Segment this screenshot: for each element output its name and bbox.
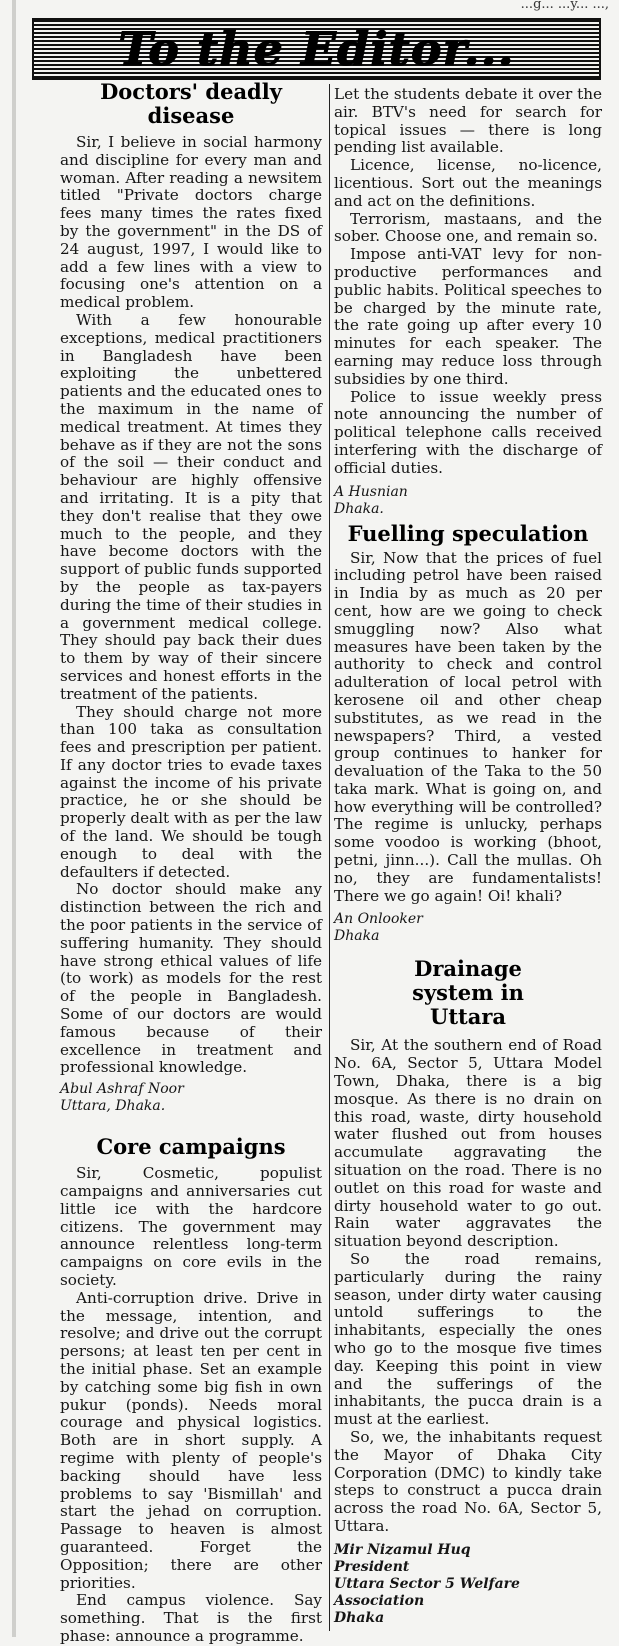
section-banner [32, 18, 601, 80]
signature-name: An Onlooker [334, 911, 423, 928]
signature-name: Mir Nizamul Huq [334, 1541, 471, 1558]
letter-paragraph: Impose anti-VAT levy for non-productive performances and public habits. Political speeches to be charged by the minute rate, the rate going up after every 10 minutes for each speaker. The earning may reduce loss through subsidies by one third. [334, 245, 602, 388]
letter-paragraph: Sir, I believe in social harmony and discipline for every man and woman. After reading a newsitem titled "Private doctors charge fees many times the rates fixed by the government" in the DS of 24 august, 1997, I would like to add a few lines with a view to focusing one's attention on a medical problem. [60, 133, 322, 312]
letter-paragraph: No doctor should make any distinction between the rich and the poor patients in the service of suffering humanity. They should have strong ethical values of life (to work) as models for the rest of the people in Bangladesh. Some of our doctors are would famous because of their excellence in treatment and professional knowledge. [60, 880, 322, 1077]
letter-paragraph: Licence, license, no-licence, licentious. Sort out the meanings and act on the definitions. [334, 156, 602, 210]
signature-name: A Husnian [334, 483, 408, 500]
letter-paragraph: So the road remains, particularly during the rainy season, under dirty water causing untold sufferings to the inhabitants, especially the ones who go to the mosque five times day. Keeping this point in view and the sufferings of the inhabitants, the pucca drain is a must at the earliest. [334, 1250, 602, 1429]
letter-signature [60, 1081, 322, 1115]
letter-paragraph: They should charge not more than 100 taka as consultation fees and prescription per patient. If any doctor tries to evade taxes against the income of his private practice, he or she should be properly dealt with as per the law of the land. We should be tough enough to deal with the defaulters if detected. [60, 702, 322, 881]
signature-place: Dhaka [334, 928, 380, 945]
letter-paragraph: With a few honourable exceptions, medical practitioners in Bangladesh have been exploiting the unbettered patients and the educated ones to the maximum in the name of medical treatment. At times they behave as if they are not the sons of the soil — their conduct and behaviour are highly offensive and irritating. It is a pity that they don't realise that they owe much to the people, and they have become doctors with the support of public funds supported by the people as tax-payers during the time of their studies in a government medical college. They should pay back their dues to them by way of their sincere services and honest efforts in the treatment of the patients. [60, 310, 322, 703]
letter-paragraph: Sir, At the southern end of Road No. 6A, Sector 5, Uttara Model Town, Dhaka, there is a big mosque. As there is no drain on this road, waste, dirty household water flushed out from houses accumulate aggravating the situation on the road. There is no outlet on this road for waste and dirty household water to go out. Rain water aggravates the situation beyond description. [334, 1036, 602, 1251]
section-banner-title: To the Editor... [118, 22, 515, 76]
signature-organization: Uttara Sector 5 Welfare [334, 1575, 520, 1592]
signature-name: Abul Ashraf Noor [60, 1081, 184, 1098]
signature-place: Uttara, Dhaka. [60, 1098, 166, 1115]
clipping-left-edge [12, 0, 16, 1637]
letter-paragraph: Sir, Now that the prices of fuel including petrol have been raised in India by as much as 20 per cent, how are we going to check smuggling now? Also what measures have been taken by the authority to check and control adulteration of local petrol with kerosene oil and other cheap substitutes, as we read in the newspapers? Third, a vested group continues to hanker for devaluation of the Taka to the 50 taka mark. What is going on, and how everything will be controlled? The regime is unlucky, perhaps some voodoo is working (bhoot, petni, jinn...). Call the mullas. Oh no, they are fundamentalists! There we go again! Oi! khali? [334, 548, 602, 905]
letter-paragraph: Sir, Cosmetic, populist campaigns and anniversaries cut little ice with the hardcore citizens. The government may announce relentless long-term campaigns on core evils in the society. [60, 1164, 322, 1290]
right-column [334, 86, 602, 1627]
letter-title-doctors: Doctors' deadly disease [100, 79, 282, 128]
newspaper-clipping [12, 0, 609, 1645]
letter-paragraph: Terrorism, mastaans, and the sober. Choose one, and remain so. [334, 209, 602, 246]
signature-place: Dhaka [334, 1609, 385, 1626]
signature-organization-cont: Association [334, 1592, 425, 1609]
letter-paragraph: Anti-corruption drive. Drive in the message, intention, and resolve; and drive out the corrupt persons; at least ten per cent in the initial phase. Set an example by catching some big fish in own pukur (ponds). Needs moral courage and physical logistics. Both are in short supply. A regime with plenty of people's backing should have less problems to say 'Bismillah' and start the jehad on corruption. Passage to heaven is almost guaranteed. Forget the Opposition; there are other priorities. [60, 1288, 322, 1592]
column-divider [329, 84, 330, 1631]
cut-off-header-text: ...g... ...y... ..., [520, 0, 609, 12]
signature-title: President [334, 1558, 410, 1575]
letter-paragraph: So, we, the inhabitants request the Mayor of Dhaka City Corporation (DMC) to kindly take steps to construct a pucca drain across the road No. 6A, Sector 5, Uttara. [334, 1428, 602, 1535]
left-column [60, 80, 322, 1646]
letter-signature [334, 484, 602, 518]
letter-title-fuel: Fuelling speculation [347, 520, 589, 546]
letter-signature [334, 911, 602, 945]
letter-paragraph: Police to issue weekly press note announcing the number of political telephone calls received interfering with the discharge of official duties. [334, 387, 602, 477]
letter-title-core: Core campaigns [96, 1134, 286, 1160]
letter-title-drainage: Drainage system in Uttara [412, 956, 524, 1030]
letter-paragraph: End campus violence. Say something. That is the first phase: announce a programme. [60, 1591, 322, 1645]
letter-paragraph: Let the students debate it over the air. BTV's need for search for topical issues — there is long pending list available. [334, 85, 602, 157]
letter-signature [334, 1542, 602, 1627]
signature-place: Dhaka. [334, 500, 384, 517]
